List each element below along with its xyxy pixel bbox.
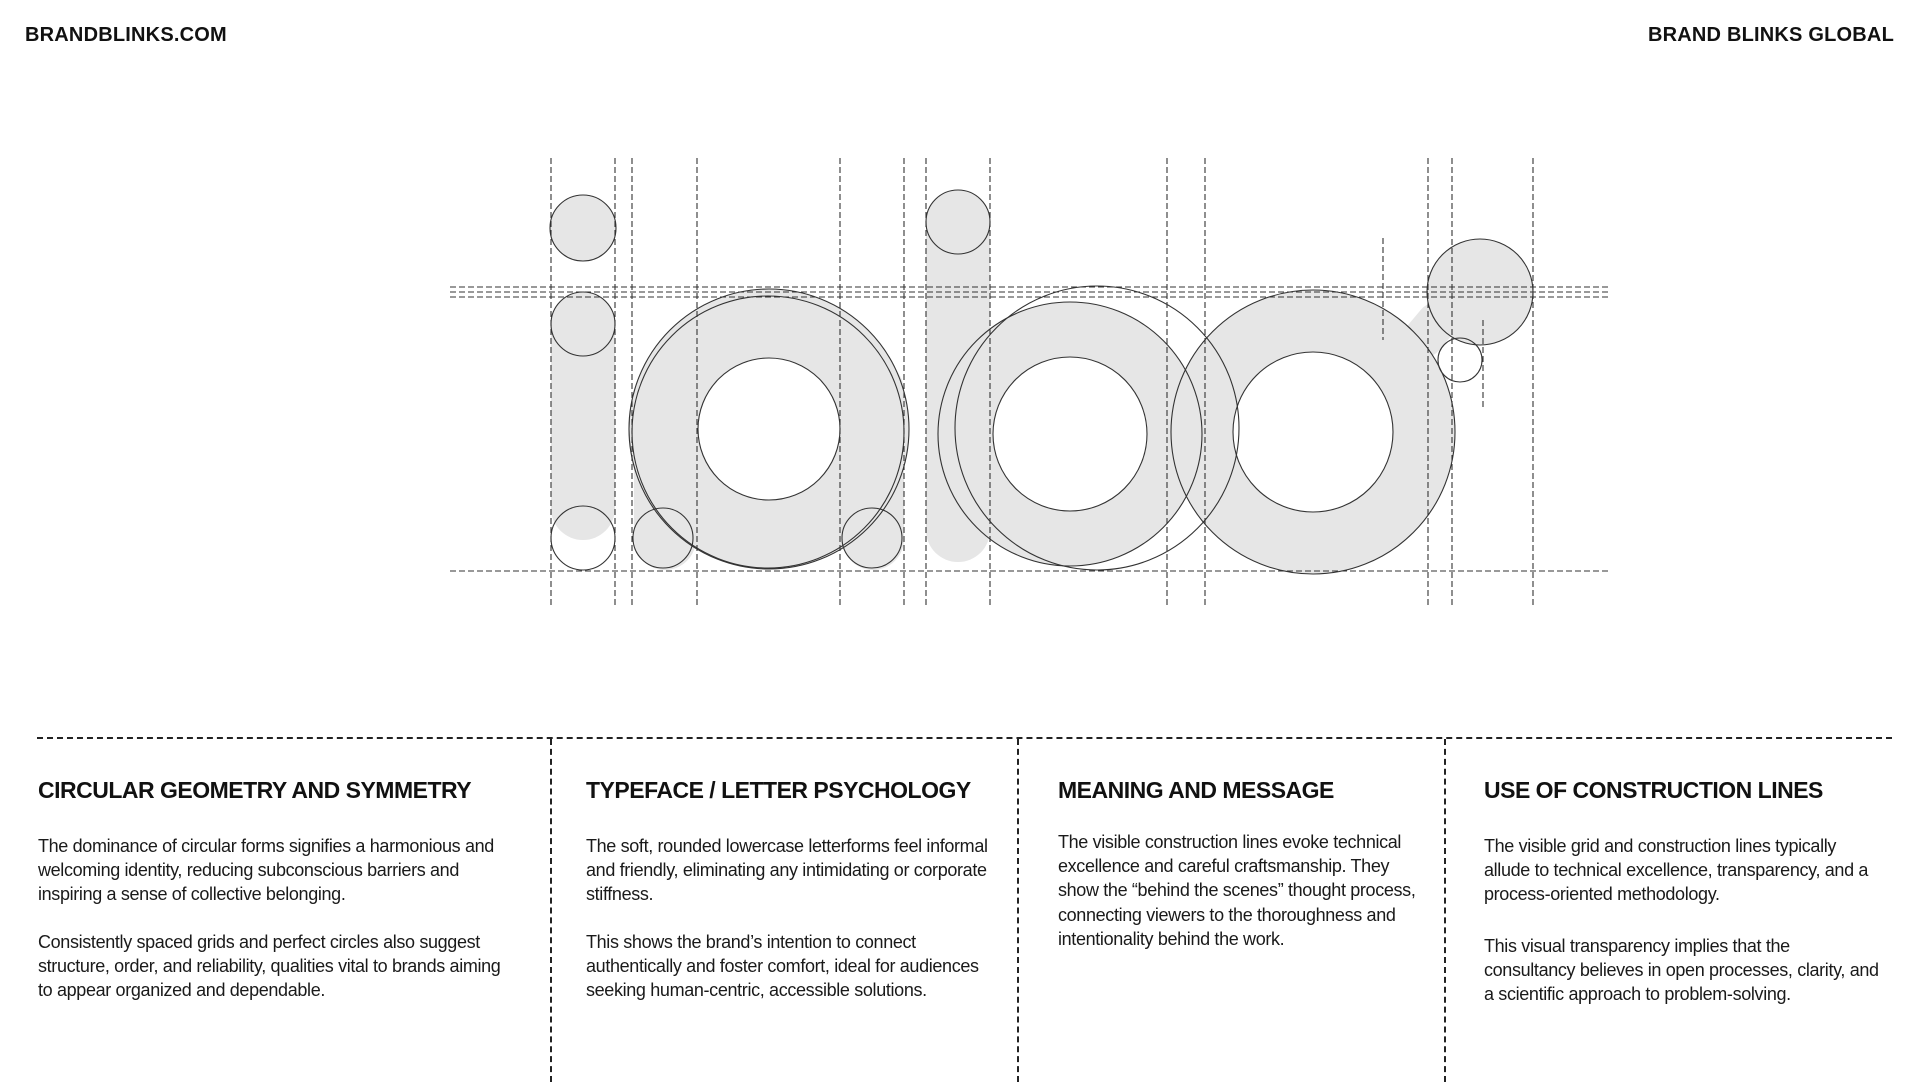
column-paragraph: Consistently spaced grids and perfect circles also suggest structure, order, and reliability, qualities vital to brands aiming to appear organized and dependable. bbox=[38, 932, 501, 1001]
column-paragraph: This shows the brand’s intention to connect authentically and foster comfort, ideal for audiences seeking human-centric, accessible solutions. bbox=[586, 932, 979, 1001]
letter-b-bowl bbox=[938, 302, 1202, 566]
letter-n-left-stem bbox=[634, 430, 696, 570]
column-construction-lines bbox=[1444, 739, 1892, 1082]
letter-n-right-stem bbox=[842, 360, 904, 570]
column-paragraph: The dominance of circular forms signifies a harmonious and welcoming identity, reducing subconscious barriers and inspiring a sense of collective belonging. bbox=[38, 836, 494, 905]
brand-name-label: BRAND BLINKS GLOBAL bbox=[1647, 24, 1894, 46]
column-paragraph: The visible construction lines evoke technical excellence and careful craftsmanship. They show the “behind the scenes” thought process, connecting viewers to the thoroughness and intentionality behind the work. bbox=[1058, 832, 1416, 949]
column-paragraph: The soft, rounded lowercase letterforms feel informal and friendly, eliminating any intimidating or corporate stiffness. bbox=[586, 836, 988, 905]
site-url-label: BRANDBLINKS.COM bbox=[25, 24, 227, 46]
column-title: CIRCULAR GEOMETRY AND SYMMETRY bbox=[38, 777, 472, 803]
column-title: MEANING AND MESSAGE bbox=[1058, 777, 1334, 803]
logo-letterforms bbox=[550, 190, 1533, 574]
explanation-panel bbox=[37, 737, 1892, 1082]
column-meaning-message bbox=[1017, 739, 1444, 1082]
column-circular-geometry bbox=[37, 739, 550, 1082]
column-paragraph: The visible grid and construction lines typically allude to technical excellence, transparency, and a process-oriented methodology. bbox=[1484, 836, 1869, 905]
column-title: USE OF CONSTRUCTION LINES bbox=[1484, 777, 1823, 803]
column-title: TYPEFACE / LETTER PSYCHOLOGY bbox=[586, 777, 971, 803]
column-paragraph: This visual transparency implies that the consultancy believes in open processes, clarity, and a scientific approach to problem-solving. bbox=[1484, 936, 1879, 1005]
column-typeface-psychology bbox=[550, 739, 1017, 1082]
letter-i-stem bbox=[551, 292, 615, 540]
